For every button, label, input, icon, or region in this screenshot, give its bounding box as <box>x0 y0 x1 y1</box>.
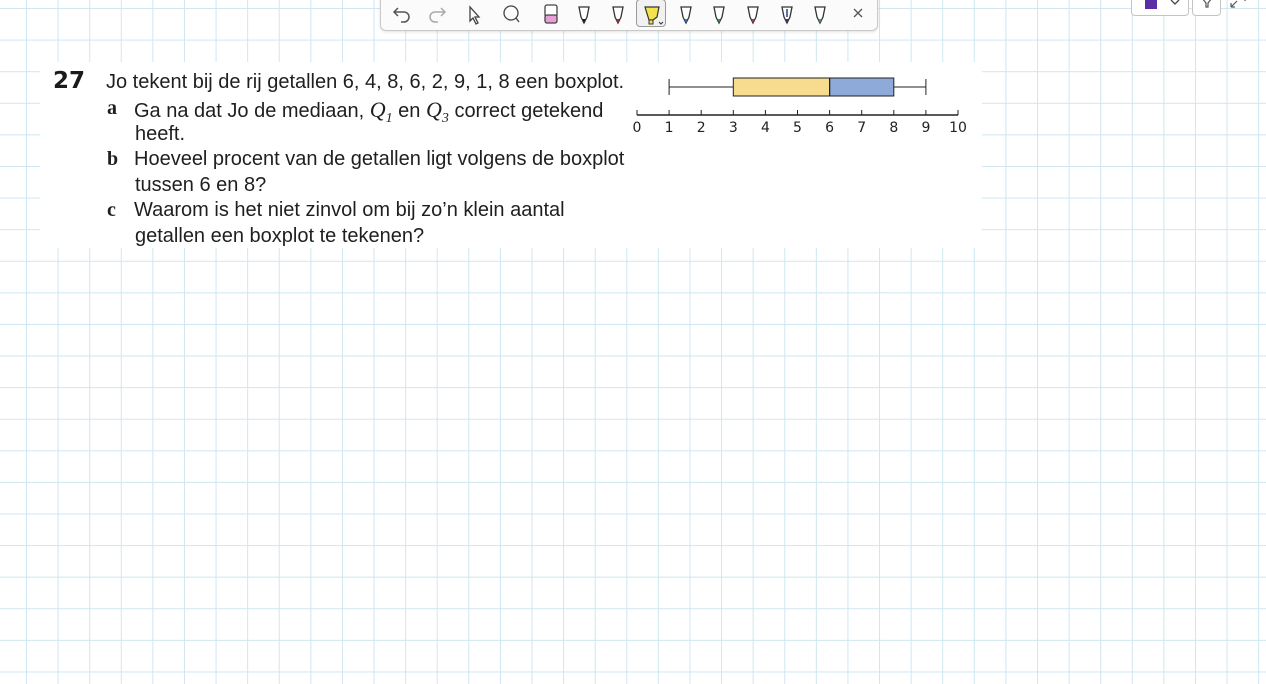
exercise-intro: Jo tekent bij de rij getallen 6, 4, 8, 6, 2, 9, 1, 8 een boxplot. <box>106 71 625 93</box>
pen-green-light-icon[interactable] <box>805 0 835 27</box>
pen-green-icon[interactable] <box>704 0 734 27</box>
sub-question-c-text-2: getallen een boxplot te tekenen? <box>135 225 425 247</box>
chevron-down-icon <box>1170 0 1180 7</box>
undo-icon[interactable] <box>387 0 417 27</box>
expand-icon <box>1228 0 1248 10</box>
sub-question-a-label: a <box>107 97 117 119</box>
expand-button[interactable] <box>1228 0 1248 10</box>
x-tick-label: 2 <box>696 120 706 136</box>
x-tick-label: 5 <box>793 120 802 136</box>
color-picker[interactable] <box>1131 0 1189 16</box>
pen-purple-icon[interactable] <box>738 0 768 27</box>
x-tick-label: 6 <box>825 120 835 136</box>
sub-question-b-text-2: tussen 6 en 8? <box>135 174 267 196</box>
pen-navy-icon[interactable] <box>772 0 802 27</box>
filter-icon <box>1200 0 1214 9</box>
a-text-part2: correct getekend <box>454 100 604 122</box>
sub-question-a-text <box>134 97 604 126</box>
highlighter-yellow-icon[interactable] <box>636 0 666 27</box>
box-lower-half <box>733 78 829 96</box>
a-text-part3: heeft. <box>135 123 186 145</box>
x-tick-label: 0 <box>632 120 642 136</box>
box-upper-half <box>830 78 894 96</box>
a-text-en: en <box>398 100 421 122</box>
a-text-part1: Ga na dat Jo de mediaan, <box>134 100 365 122</box>
x-tick-label: 1 <box>664 120 674 136</box>
pen-blue-icon[interactable] <box>671 0 701 27</box>
drawing-toolbar <box>380 0 878 31</box>
lasso-icon[interactable] <box>496 0 526 27</box>
eraser-icon[interactable] <box>536 0 566 27</box>
x-tick-label: 9 <box>921 120 931 136</box>
sub-question-c-label: c <box>107 199 116 221</box>
sub-question-b-text-1: Hoeveel procent van de getallen ligt volgens de boxplot <box>134 148 625 170</box>
sub-question-b-label: b <box>107 148 119 170</box>
x-tick-label: 4 <box>760 120 770 136</box>
q1-symbol: $Q_1$ <box>369 97 393 126</box>
exercise-number: 27 <box>53 68 86 94</box>
x-tick-label: 3 <box>728 120 738 136</box>
q3-symbol: $Q_3$ <box>425 97 449 126</box>
pen-red-icon[interactable] <box>603 0 633 27</box>
boxplot-chart <box>628 70 973 140</box>
x-tick-label: 10 <box>949 120 967 136</box>
sub-question-c-text-1: Waarom is het niet zinvol om bij zo’n klein aantal <box>134 199 565 221</box>
x-tick-label: 8 <box>889 120 899 136</box>
close-icon[interactable] <box>843 0 873 27</box>
selected-color-swatch <box>1145 0 1157 9</box>
select-icon[interactable] <box>459 0 489 27</box>
pen-black-icon[interactable] <box>569 0 599 27</box>
filter-button[interactable] <box>1192 0 1221 16</box>
redo-icon[interactable] <box>422 0 452 27</box>
x-tick-label: 7 <box>857 120 867 136</box>
